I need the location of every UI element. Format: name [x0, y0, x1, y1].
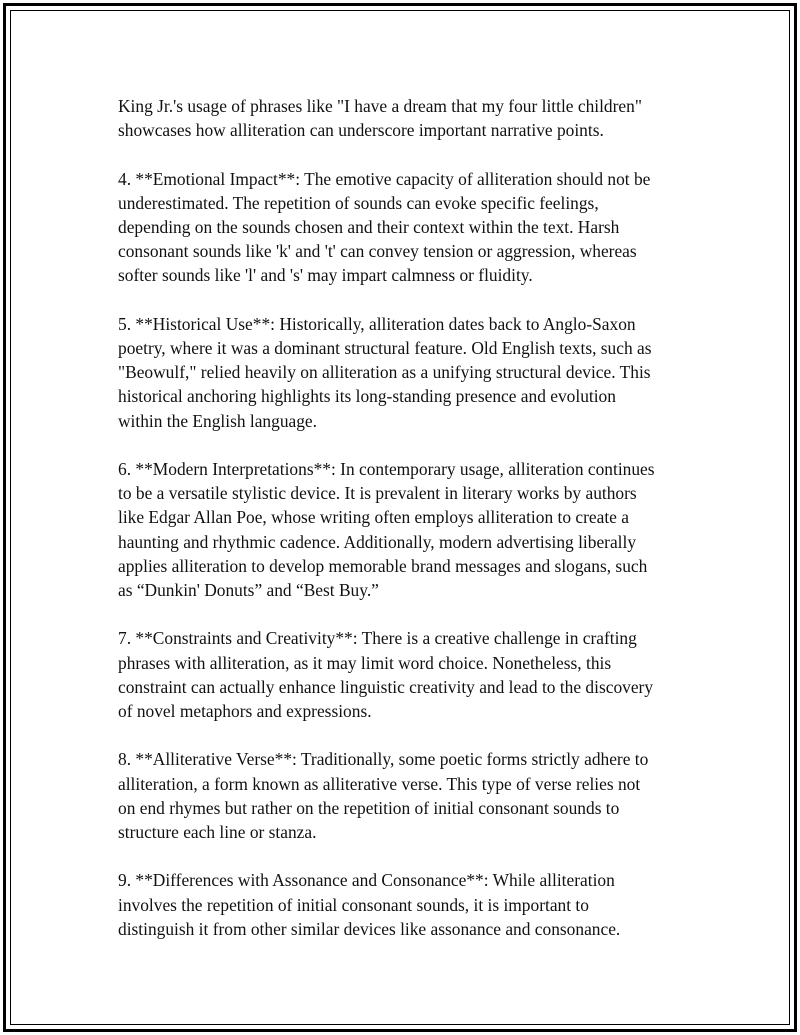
paragraph-alliterative-verse: 8. **Alliterative Verse**: Traditionally, some poetic forms strictly adhere to alliteration, a form known as alliterative verse. This type of verse relies not on end rhymes but rather on the repetition of initial consonant sounds to structure each line or stanza. [118, 749, 649, 843]
paragraph-differences-assonance-consonance: 9. **Differences with Assonance and Consonance**: While alliteration involves the repetition of initial consonant sounds, it is important to distinguish it from other similar devices like assonance and consonance. [118, 870, 621, 939]
paragraph-emotional-impact: 4. **Emotional Impact**: The emotive capacity of alliteration should not be underestimated. The repetition of sounds can evoke specific feelings, depending on the sounds chosen and their context within the text. Harsh consonant sounds like 'k' and 't' can convey tension or aggression, whereas softer sounds like 'l' and 's' may impart calmness or fluidity. [118, 168, 651, 286]
paragraph-king-jr-continuation: King Jr.'s usage of phrases like "I have a dream that my four little children" showcases how alliteration can underscore important narrative points. [118, 96, 642, 141]
paragraph-historical-use: 5. **Historical Use**: Historically, alliteration dates back to Anglo-Saxon poetry, where it was a dominant structural feature. Old English texts, such as "Beowulf," relied heavily on alliteration as a unifying structural device. This historical anchoring highlights its long-standing presence and evolution within the English language. [118, 313, 652, 431]
paragraph-constraints-and-creativity: 7. **Constraints and Creativity**: There is a creative challenge in crafting phrases with alliteration, as it may limit word choice. Nonetheless, this constraint can actually enhance linguistic creativity and lead to the discovery of novel metaphors and expressions. [118, 628, 654, 722]
paragraph-modern-interpretations: 6. **Modern Interpretations**: In contemporary usage, alliteration continues to be a versatile stylistic device. It is prevalent in literary works by authors like Edgar Allan Poe, whose writing often employs alliteration to create a haunting and rhythmic cadence. Additionally, modern advertising liberally applies alliteration to develop memorable brand messages and slogans, such as “Dunkin' Donuts” and “Best Buy.” [118, 459, 655, 601]
document-body [118, 94, 718, 965]
